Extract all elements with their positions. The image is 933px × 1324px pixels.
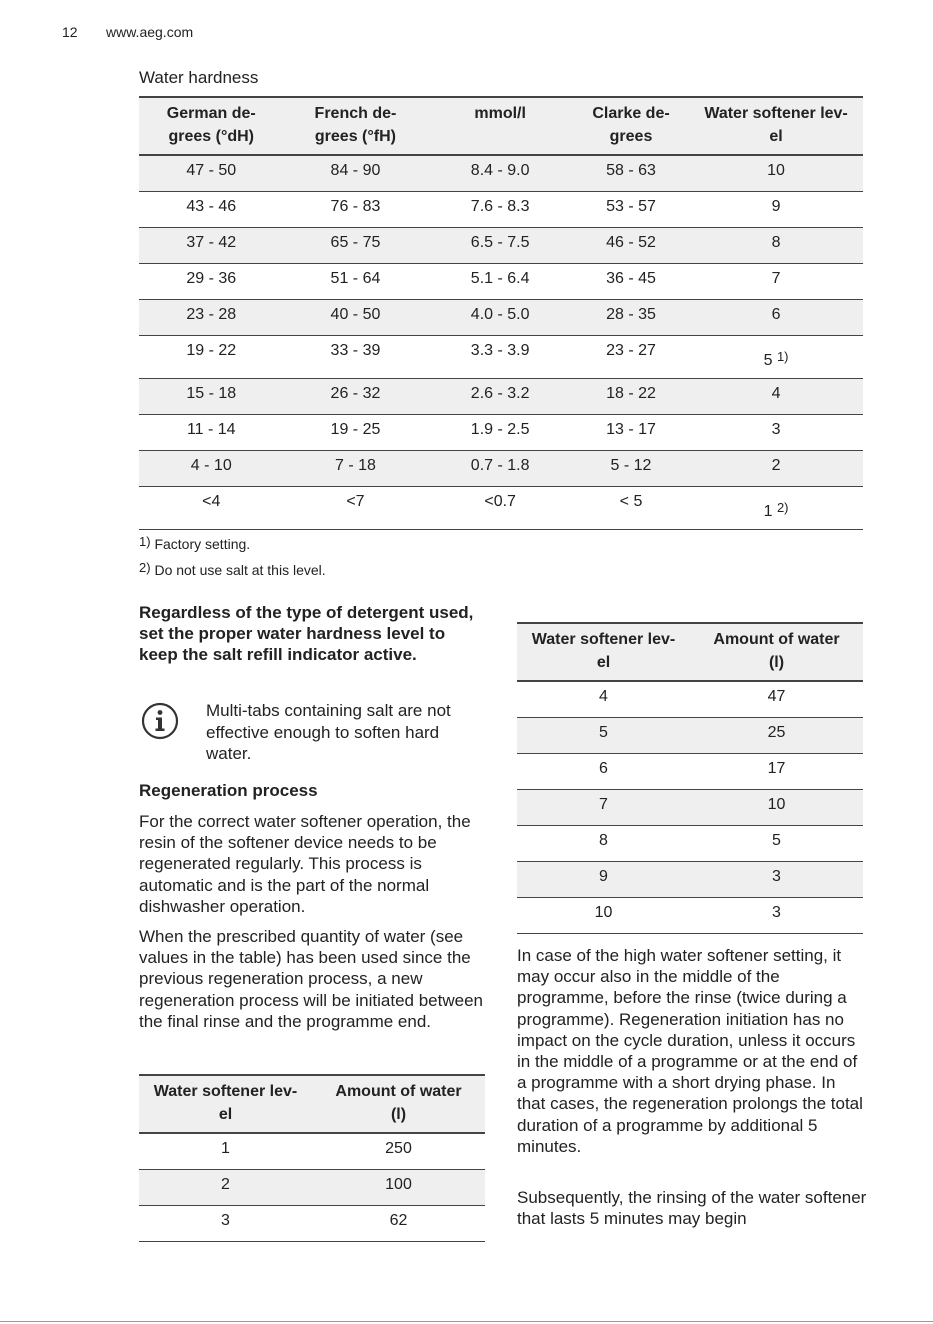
col-header-amount-water: Amount of water (l)	[335, 1083, 462, 1123]
table-cell: <0.7	[484, 492, 516, 510]
table-cell: 4	[599, 688, 608, 705]
table-cell: 26 - 32	[330, 384, 381, 402]
table-cell: 23 - 28	[186, 305, 237, 323]
table-cell: 8.4 - 9.0	[470, 162, 530, 179]
table-row	[139, 263, 863, 299]
table-row	[139, 486, 863, 529]
table-row	[517, 753, 863, 789]
table-cell: 2	[771, 456, 781, 474]
table-row	[139, 1133, 485, 1169]
table-cell: 8	[599, 831, 608, 849]
table-cell: 10	[767, 795, 786, 813]
footnote-mark: 1)	[139, 534, 151, 549]
table-header-row	[139, 1075, 485, 1133]
footnote-1	[139, 534, 250, 552]
table-row	[517, 681, 863, 717]
footnote-text: Factory setting.	[154, 536, 251, 552]
page-header	[62, 24, 193, 40]
table-cell: 3	[771, 420, 781, 438]
table-cell: 6	[599, 759, 608, 777]
table-cell: 29 - 36	[186, 269, 237, 287]
table-row	[139, 378, 863, 414]
table-cell: 46 - 52	[606, 233, 656, 251]
table-cell: 10	[767, 162, 785, 179]
table-row	[139, 227, 863, 263]
table-cell: 250	[385, 1140, 412, 1157]
table-cell: 18 - 22	[606, 384, 656, 402]
regeneration-heading: Regeneration process	[139, 781, 318, 800]
table-cell: 9	[599, 867, 608, 885]
table-row	[517, 897, 863, 933]
col-header-amount-water: Amount of water (l)	[713, 631, 840, 671]
table-cell: 13 - 17	[606, 420, 656, 438]
table-cell: 4 - 10	[190, 456, 232, 474]
table-cell: 47	[767, 688, 786, 705]
table-cell: 19 - 22	[186, 341, 237, 359]
table-row	[139, 299, 863, 335]
table-cell: 5	[599, 723, 608, 741]
table-cell: 28 - 35	[606, 305, 656, 323]
table-cell: <7	[346, 492, 365, 510]
table-cell: 100	[385, 1175, 412, 1193]
table-cell: 17	[767, 759, 786, 777]
table-cell: 0.7 - 1.8	[470, 456, 530, 474]
table-cell: 6.5 - 7.5	[470, 233, 530, 251]
table-cell: 51 - 64	[330, 269, 381, 287]
table-cell: < 5	[619, 492, 643, 510]
table-cell: 76 - 83	[330, 197, 381, 215]
table-cell: 7	[771, 269, 781, 287]
table-row	[139, 155, 863, 191]
info-note: Multi-tabs containing salt are not effective enough to soften hard water.	[206, 701, 451, 763]
table-cell: 7	[599, 795, 608, 813]
table-cell: 43 - 46	[186, 197, 237, 215]
col-header-french: French de- grees (°fH)	[314, 105, 397, 145]
table-cell: 19 - 25	[330, 420, 381, 438]
table-cell: 58 - 63	[606, 162, 656, 179]
table-cell: 65 - 75	[330, 233, 381, 251]
table-cell: 3	[772, 903, 781, 921]
table-cell: 1	[221, 1140, 230, 1157]
table-header-row	[517, 623, 863, 681]
table-cell: <4	[202, 492, 221, 510]
table-cell: 9	[771, 197, 781, 215]
table-cell: 53 - 57	[606, 197, 656, 215]
table-cell: 37 - 42	[186, 233, 237, 251]
regeneration-paragraph-1: For the correct water softener operation, the resin of the softener device needs to be regenerated regularly. This process is automatic and is the part of the normal dishwasher operation.	[139, 812, 471, 916]
table-cell: 7 - 18	[334, 456, 376, 474]
table-cell: 4.0 - 5.0	[470, 305, 530, 323]
table-cell: 3	[221, 1211, 230, 1229]
table-cell: 84 - 90	[330, 162, 381, 179]
table-cell: 3	[772, 867, 781, 885]
table-cell: 2	[221, 1175, 230, 1193]
table-cell: 5 - 12	[610, 456, 652, 474]
footnote-ref: 1)	[776, 348, 789, 364]
hardness-instruction: Regardless of the type of detergent used, set the proper water hardness level to keep the salt refill indicator active.	[139, 603, 474, 664]
table-row	[139, 1169, 485, 1205]
table-cell: 15 - 18	[186, 384, 237, 402]
table-cell: 5.1 - 6.4	[470, 269, 530, 287]
regeneration-paragraph-2: When the prescribed quantity of water (see values in the table) has been used since the previous regeneration process, a new regeneration process will be initiated between the final rinse and the programme end.	[139, 927, 483, 1031]
table-cell: 10	[594, 903, 613, 921]
page-number: 12	[62, 24, 78, 40]
col-header-softener-level: Water softener lev- el	[153, 1083, 298, 1123]
footnote-ref: 2)	[776, 499, 789, 515]
table-row	[139, 335, 863, 378]
table-cell: 7.6 - 8.3	[470, 197, 530, 215]
table-cell: 40 - 50	[330, 305, 381, 323]
info-icon	[141, 702, 179, 740]
table-cell: 2.6 - 3.2	[470, 384, 530, 402]
table-cell: 1 $^{2)}$	[763, 499, 789, 520]
water-amount-table-low	[139, 1074, 485, 1242]
table-header-row	[139, 97, 863, 155]
footnote-text: Do not use salt at this level.	[154, 562, 326, 578]
table-cell: 3.3 - 3.9	[470, 341, 530, 359]
table-cell: 47 - 50	[186, 162, 237, 179]
table-cell: 8	[771, 233, 781, 251]
page-bottom-rule	[0, 1321, 933, 1322]
table-row	[139, 414, 863, 450]
table-row	[139, 1205, 485, 1241]
table-cell: 1.9 - 2.5	[470, 420, 530, 438]
table-cell: 6	[771, 305, 781, 323]
table-row	[517, 825, 863, 861]
water-hardness-table	[139, 96, 863, 530]
table-row	[517, 861, 863, 897]
table-cell: 23 - 27	[606, 341, 656, 359]
rinsing-paragraph: Subsequently, the rinsing of the water softener that lasts 5 minutes may begin	[517, 1188, 867, 1229]
table-cell: 4	[771, 384, 781, 402]
table-row	[517, 717, 863, 753]
col-header-softener-level: Water softener lev- el	[531, 631, 676, 671]
table-cell: 5	[772, 831, 781, 849]
section-title: Water hardness	[139, 68, 259, 87]
col-header-softener-level: Water softener lev- el	[704, 105, 848, 145]
table-cell: 36 - 45	[606, 269, 656, 287]
table-row	[139, 450, 863, 486]
table-cell: 11 - 14	[186, 420, 236, 438]
col-header-german: German de- grees (°dH)	[166, 105, 256, 145]
table-cell: 33 - 39	[330, 341, 381, 359]
footnote-mark: 2)	[139, 560, 151, 575]
table-row	[139, 191, 863, 227]
website-link[interactable]: www.aeg.com	[106, 24, 194, 40]
water-amount-table-high	[517, 622, 863, 934]
footnote-2	[139, 560, 326, 578]
table-cell: 5 $^{1)}$	[763, 348, 789, 369]
table-row	[517, 789, 863, 825]
table-cell: 25	[767, 723, 786, 741]
col-header-clarke: Clarke de- grees	[592, 105, 670, 145]
high-setting-paragraph: In case of the high water softener setting, it may occur also in the middle of the programme, before the rinse (twice during a programme). Regeneration initiation has no impact on the cycle duration, unless it occurs in the middle of a programme or at the end of a programme with a short drying phase. In that cases, the regeneration prolongs the total duration of a programme by additional 5 minutes.	[517, 946, 863, 1156]
col-header-mmol: mmol/l	[474, 105, 526, 122]
table-cell: 62	[389, 1211, 408, 1229]
